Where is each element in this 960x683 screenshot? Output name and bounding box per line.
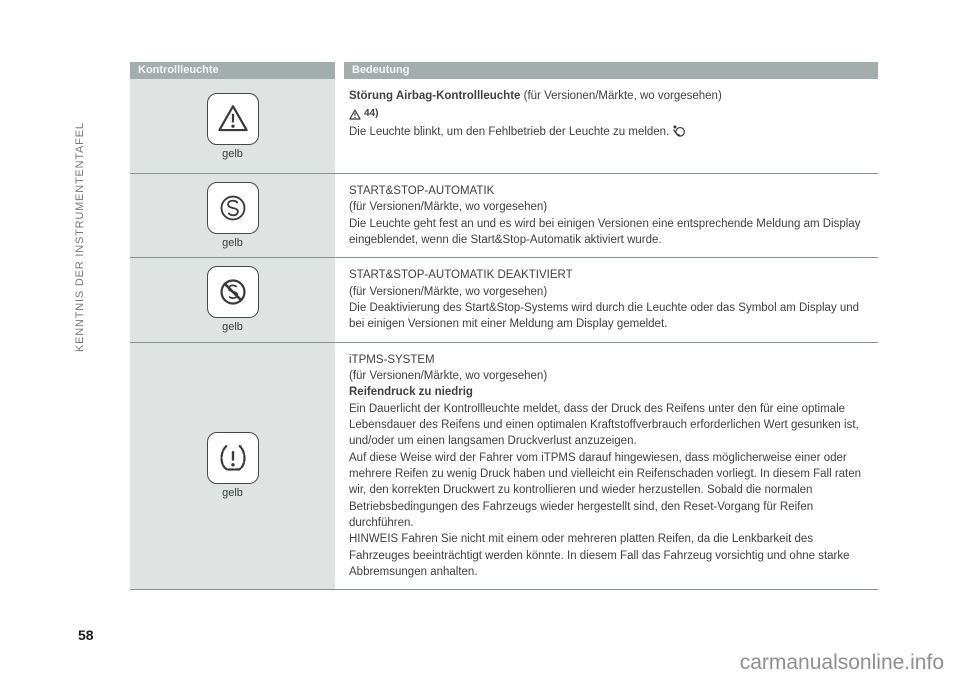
row-line: (für Versionen/Märkte, wo vorgesehen) xyxy=(349,285,548,298)
indicator-color-label: gelb xyxy=(222,487,243,500)
start-stop-disabled-icon xyxy=(216,275,250,309)
indicator-table xyxy=(130,62,878,590)
row-line: START&STOP-AUTOMATIK xyxy=(349,185,495,197)
indicator-color-label: gelb xyxy=(222,147,243,160)
header-cell-kontrollleuchte: Kontrollleuchte xyxy=(130,62,335,79)
description-cell xyxy=(335,343,878,590)
warning-triangle-small-icon xyxy=(349,109,361,120)
start-stop-icon xyxy=(216,191,250,225)
table-row xyxy=(130,343,878,591)
row-line: START&STOP-AUTOMATIK DEAKTIVIERT xyxy=(349,269,573,282)
table-row xyxy=(130,174,878,258)
indicator-icon-box xyxy=(207,266,259,318)
row-body-text: Die Leuchte blinkt, um den Fehlbetrieb der Leuchte zu melden. xyxy=(349,125,670,138)
chapter-sidebar-label: KENNTNIS DER INSTRUMENTENTAFEL xyxy=(74,122,86,352)
indicator-color-label: gelb xyxy=(222,321,243,334)
indicator-cell xyxy=(130,343,335,590)
indicator-icon-box xyxy=(207,93,259,145)
description-cell xyxy=(335,258,878,341)
reference-number: 44) xyxy=(364,108,379,120)
airbag-icon xyxy=(672,124,685,137)
watermark: carmanualsonline.info xyxy=(739,651,944,674)
tpms-tire-pressure-icon xyxy=(216,441,250,475)
table-row xyxy=(130,79,878,174)
row-line: Die Deaktivierung des Start&Stop-Systems wird durch die Leuchte oder das Symbol am Display und bei einigen Versionen mit einer Meldung am Display gemeldet. xyxy=(349,301,860,331)
description-cell xyxy=(335,174,878,257)
row-subtitle: Reifendruck zu niedrig xyxy=(349,386,473,399)
table-row xyxy=(130,258,878,342)
header-cell-bedeutung: Bedeutung xyxy=(344,62,878,79)
row-title xyxy=(349,88,868,104)
row-paragraph: Ein Dauerlicht der Kontrollleuchte meldet, dass der Druck des Reifens unter den für eine optimale Lebensdauer des Reifens und einen optimalen Kraftstoffverbrauch erforderlichen Wert gesunken ist, und/oder um einen langsamen Druckverlust anzuzeigen. xyxy=(349,402,859,448)
indicator-color-label: gelb xyxy=(222,237,243,250)
row-line: (für Versionen/Märkte, wo vorgesehen) xyxy=(349,201,548,214)
row-line: iTPMS-SYSTEM xyxy=(349,353,435,366)
table-header xyxy=(130,62,878,79)
row-title-rest: (für Versionen/Märkte, wo vorgesehen) xyxy=(520,90,722,102)
page-number: 58 xyxy=(78,627,94,643)
indicator-cell xyxy=(130,258,335,341)
reference-marker xyxy=(349,107,868,121)
warning-triangle-icon xyxy=(216,102,250,136)
row-line: Die Leuchte geht fest an und es wird bei einigen Versionen eine entsprechende Meldung am Display eingeblendet, wenn die Start&Stop-Automatik aktiviert wurde. xyxy=(349,217,861,246)
indicator-icon-box xyxy=(207,182,259,234)
row-paragraph: Auf diese Weise wird der Fahrer vom iTPMS darauf hingewiesen, dass möglicherweise einer oder mehrere Reifen zu wenig Druck haben und vielleicht ein Reifenschaden vorliegt. In diesem Fall raten wir, den korrekten Druckwert zu kontrollieren und wieder herzustellen. Sobald die normalen Betriebsbedingungen des Fahrzeugs wieder hergestellt sind, den Reset-Vorgang für Reifen durchführen. xyxy=(349,451,862,529)
indicator-cell xyxy=(130,174,335,257)
row-body xyxy=(349,124,868,140)
row-paragraph: HINWEIS Fahren Sie nicht mit einem oder mehreren platten Reifen, da die Lenkbarkeit des Fahrzeuges beeinträchtigt werden könnte. In diesem Fall das Fahrzeug vorsichtig und ohne starke Abbremsungen anhalten. xyxy=(349,533,850,578)
row-title-bold: Störung Airbag-Kontrollleuchte xyxy=(349,90,521,102)
indicator-icon-box xyxy=(207,432,259,484)
row-line: (für Versionen/Märkte, wo vorgesehen) xyxy=(349,369,548,382)
indicator-cell xyxy=(130,79,335,173)
description-cell xyxy=(335,79,878,173)
